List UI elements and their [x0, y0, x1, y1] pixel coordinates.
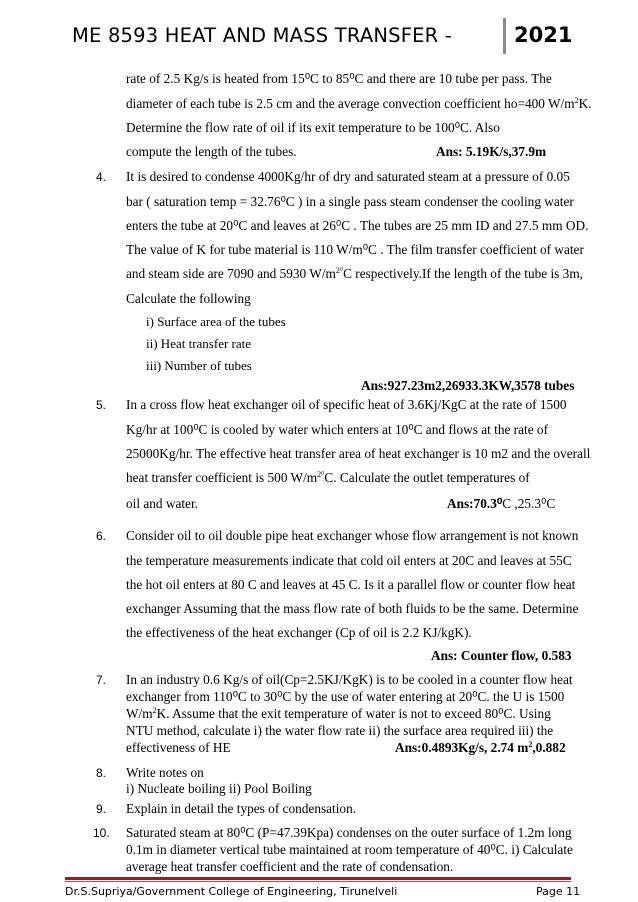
q6-number: 6.: [96, 529, 107, 543]
q3-answer: Ans: 5.19K/s,37.9m: [436, 144, 547, 159]
q3-line-2: diameter of each tube is 2.5 cm and the average convection coefficient ho=400 $W/m^2K$.: [126, 96, 592, 111]
q5-line-3: 25000Kg/hr. The effective heat transfer area of heat exchanger is 10 m2 and the overall: [126, 446, 591, 461]
q10-line-3: average heat transfer coefficient and the rate of condensation.: [126, 859, 454, 874]
q10-number: 10.: [93, 826, 110, 840]
q7-line-2: exchanger from 110⁰C to 30⁰C by the use of water entering at 20⁰C. the U is 1500: [126, 689, 565, 704]
q8-line-2: i) Nucleate boiling ii) Pool Boiling: [126, 781, 312, 796]
q6-line-2: the temperature measurements indicate that cold oil enters at 20C and leaves at 55C: [126, 553, 572, 568]
q4-line-2: bar ( saturation temp = 32.76⁰C ) in a single pass steam condenser the cooling water: [126, 194, 574, 209]
q10-line-1: Saturated steam at 80⁰C (P=47.39Kpa) condenses on the outer surface of 1.2m long: [126, 825, 572, 840]
q6-line-1: Consider oil to oil double pipe heat exchanger whose flow arrangement is not known: [126, 528, 579, 543]
q4-line-6: Calculate the following: [126, 291, 251, 306]
q5-line-4: heat transfer coefficient is 500 $W/m^{2^0}C$. Calculate the outlet temperatures of: [126, 470, 530, 485]
q4-number: 4.: [96, 170, 107, 184]
footer-author: Dr.S.Supriya/Government College of Engineering, Tirunelveli: [65, 885, 398, 898]
header-separator: [503, 18, 506, 54]
header-year: 2021: [514, 23, 573, 47]
q10-line-2: 0.1m in diameter vertical tube maintained at room temperature of 40⁰C. i) Calculate: [126, 842, 573, 857]
footer-rule-thin: [65, 881, 571, 882]
header-title: ME 8593 HEAT AND MASS TRANSFER -: [72, 24, 453, 47]
q4-item-2: ii) Heat transfer rate: [146, 336, 252, 351]
q6-line-3: the hot oil enters at 80 C and leaves at 45 C. Is it a parallel flow or counter flow heat: [126, 577, 576, 592]
q5-answer: Ans:70.3⁰C ,25.3⁰C: [447, 496, 556, 511]
q5-number: 5.: [96, 398, 107, 412]
q8-number: 8.: [96, 766, 107, 780]
q6-line-5: the effectiveness of the heat exchanger (Cp of oil is 2.2 KJ/kgK).: [126, 625, 472, 640]
footer-page-number: Page 11: [536, 885, 581, 898]
q8-line-1: Write notes on: [126, 765, 204, 780]
q7-line-5: effectiveness of HE: [126, 740, 231, 755]
q4-line-5: and steam side are 7090 and 5930 $W/m^{2^0}C$ respectively.If the length of the tube is 3m,: [126, 266, 583, 281]
q7-line-3: $W/m^2K$. Assume that the exit temperature of water is not to exceed 80⁰C. Using: [126, 706, 551, 721]
q4-answer: Ans:927.23m2,26933.3KW,3578 tubes: [361, 378, 575, 393]
q5-line-5: oil and water.: [126, 496, 199, 511]
q3-line-3: Determine the flow rate of oil if its exit temperature to be 100⁰C. Also: [126, 120, 500, 135]
q7-line-4: NTU method, calculate i) the water flow rate ii) the surface area required iii) the: [126, 723, 554, 738]
q4-line-3: enters the tube at 20⁰C and leaves at 26⁰C . The tubes are 25 mm ID and 27.5 mm OD.: [126, 218, 589, 233]
q7-number: 7.: [96, 673, 107, 687]
q4-line-4: The value of K for tube material is 110 W/m⁰C . The film transfer coefficient of water: [126, 242, 584, 257]
q9-line-1: Explain in detail the types of condensation.: [126, 801, 357, 816]
q4-line-1: It is desired to condense 4000Kg/hr of dry and saturated steam at a pressure of 0.05: [126, 169, 570, 184]
q7-line-1: In an industry 0.6 Kg/s of oil(Cp=2.5KJ/KgK) is to be cooled in a counter flow heat: [126, 672, 573, 687]
q5-line-1: In a cross flow heat exchanger oil of specific heat of 3.6Kj/KgC at the rate of 1500: [126, 397, 567, 412]
q9-number: 9.: [96, 802, 107, 816]
q5-line-2: Kg/hr at 100⁰C is cooled by water which enters at 10⁰C and flows at the rate of: [126, 422, 549, 437]
q3-line-1: rate of 2.5 Kg/s is heated from 15⁰C to 85⁰C and there are 10 tube per pass. The: [126, 71, 552, 86]
q4-item-3: iii) Number of tubes: [146, 358, 252, 373]
q6-answer: Ans: Counter flow, 0.583: [431, 648, 572, 663]
q4-item-1: i) Surface area of the tubes: [146, 314, 286, 329]
q3-line-4: compute the length of the tubes.: [126, 144, 297, 159]
q7-answer: Ans:0.4893Kg/s, 2.74 $m^2,0.882$: [395, 740, 566, 755]
q6-line-4: exchanger Assuming that the mass flow rate of both fluids to be the same. Determine: [126, 601, 579, 616]
footer-rule: [65, 877, 571, 880]
